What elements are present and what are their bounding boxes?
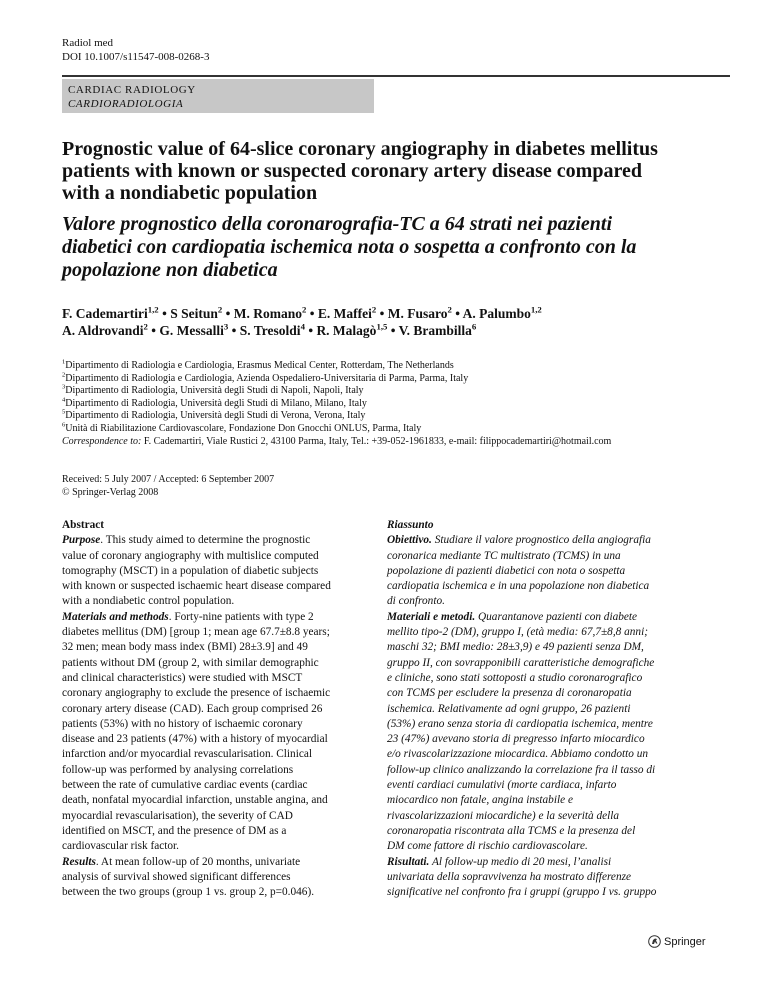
abstract-text: 23 (47%) avevano storia di pregresso infarto miocardico	[387, 733, 645, 746]
author-affiliation-marker: 1,2	[147, 304, 159, 315]
abstract-text: diabetes mellitus (DM) [group 1; mean age 67.7±8.8 years;	[62, 626, 330, 639]
author-separator: •	[147, 323, 160, 338]
abstract-line	[62, 549, 362, 564]
abstract-line	[387, 640, 727, 655]
title-en-line: with a nondiabetic population	[62, 182, 318, 204]
abstract-text: patients without DM (group 2, with similar demographic	[62, 656, 319, 669]
abstract-text: gruppo II, con sovrapponibili caratteristiche demografiche	[387, 656, 655, 669]
abstract-text: e cliniche, sono stati sottoposti a studio coronarografico	[387, 671, 643, 684]
author-name: A. Aldrovandi	[62, 323, 144, 338]
abstract-text: miocardico non fatale, angina instabile e	[387, 794, 573, 807]
header-rule	[62, 75, 730, 77]
section-en: CARDIAC RADIOLOGY	[68, 84, 196, 96]
title-it-line: diabetici con cardiopatia ischemica nota o sospetta a confronto con la	[62, 236, 637, 258]
riassunto-heading: Riassunto	[387, 519, 434, 531]
author-separator: •	[222, 306, 234, 321]
abstract-line	[62, 809, 362, 824]
abstract-line	[62, 870, 362, 885]
author-separator: •	[304, 323, 317, 338]
abstract-text: Al follow-up medio di 20 mesi, l’analisi	[429, 855, 612, 868]
abstract-subheading: Purpose	[62, 534, 101, 547]
abstract-text: eventi cardiaci cumulativi (morte cardiaca, infarto	[387, 779, 617, 792]
abstract-text: mellito tipo-2 (DM), gruppo I, (età media: 67,7±8,8 anni;	[387, 626, 648, 639]
author-name: V. Brambilla	[398, 323, 472, 338]
author-affiliation-marker: 2	[301, 304, 307, 315]
author-name: F. Cademartiri	[62, 306, 148, 321]
author-affiliation-marker: 2	[217, 304, 223, 315]
abstract-text: death, nonfatal myocardial infarction, unstable angina, and	[62, 794, 328, 807]
abstract-text: di confronto.	[387, 595, 445, 608]
author-affiliation-marker: 1,5	[376, 321, 388, 332]
affiliation: $^6$Unità di Riabilitazione Cardiovascolare, Fondazione Don Gnocchi ONLUS, Parma, Italy	[62, 421, 422, 434]
abstract-line	[62, 702, 362, 717]
author-separator: •	[451, 306, 463, 321]
abstract-line	[387, 594, 727, 609]
springer-horse-icon	[648, 935, 661, 948]
abstract-line	[387, 885, 727, 900]
abstract-line	[62, 594, 362, 609]
abstract-line	[387, 625, 727, 640]
abstract-english	[62, 518, 362, 900]
abstract-line	[387, 763, 727, 778]
abstract-text: . This study aimed to determine the prognostic	[100, 534, 311, 547]
journal-header	[62, 36, 209, 64]
abstract-text: tomography (MSCT) in a population of diabetic subjects	[62, 564, 319, 577]
abstract-text: e/o rivascolarizzazione miocardica. Abbiamo condotto un	[387, 748, 649, 761]
author-list	[62, 305, 730, 339]
affiliation: $^5$Dipartimento di Radiologia, Università degli Studi di Verona, Verona, Italy	[62, 409, 366, 422]
abstract-line	[62, 579, 362, 594]
copyright: © Springer-Verlag 2008	[62, 486, 159, 498]
author-name: S. Tresoldi	[239, 323, 301, 338]
abstract-line	[387, 778, 727, 793]
abstract-english-body	[62, 533, 362, 900]
abstract-text: popolazione di pazienti diabetici con nota o sospetta	[387, 564, 626, 577]
section-it: CARDIORADIOLOGIA	[68, 98, 184, 110]
abstract-text: (53%) erano senza storia di cardiopatia ischemica, mentre	[387, 717, 653, 730]
publication-dates	[62, 474, 274, 499]
abstract-text: rivascolarizzazioni miocardiche) e la severità della	[387, 809, 620, 822]
author-name: E. Maffei	[317, 306, 372, 321]
author-separator: •	[376, 306, 388, 321]
author-affiliation-marker: 2	[371, 304, 377, 315]
abstract-subheading: Risultati.	[387, 855, 430, 868]
abstract-text: maschi 32; BMI medio: 28±3,9) e 49 pazienti senza DM,	[387, 641, 644, 654]
author-affiliation-marker: 4	[300, 321, 305, 332]
abstract-text: DM come fattore di rischio cardiovascolare.	[387, 840, 588, 853]
abstract-line	[387, 717, 727, 732]
abstract-text: . Forty-nine patients with type 2	[168, 610, 314, 623]
author-affiliation-marker: 2	[143, 321, 148, 332]
abstract-heading: Abstract	[62, 519, 105, 531]
author-line-1	[62, 305, 730, 322]
abstract-subheading: Obiettivo.	[387, 534, 432, 547]
abstract-text: significative nel confronto fra i gruppi (gruppo I vs. gruppo	[387, 886, 657, 899]
abstract-text: identified on MSCT, and the presence of DM as a	[62, 824, 287, 837]
abstract-subheading: Results	[62, 855, 96, 868]
abstract-text: follow-up clinico analizzando la correlazione fra il tasso di	[387, 763, 656, 776]
abstract-text: analysis of survival showed significant differences	[62, 870, 291, 883]
springer-logo	[648, 935, 706, 948]
author-name: S Seitun	[170, 306, 218, 321]
abstract-line	[62, 610, 362, 625]
abstract-italian-body	[387, 533, 727, 900]
author-line-2	[62, 322, 730, 339]
abstract-text: cardiopatia ischemica e in una popolazione non diabetica	[387, 580, 650, 593]
abstract-text: cardiovascular risk factor.	[62, 840, 179, 853]
abstract-line	[387, 549, 727, 564]
author-name: R. Malagò	[316, 323, 377, 338]
abstract-italian	[387, 518, 727, 900]
abstract-line	[62, 824, 362, 839]
affiliation: $^2$Dipartimento di Radiologia e Cardiologia, Azienda Ospedaliero-Universitaria di Parma, Parma, Italy	[62, 371, 469, 384]
abstract-line	[387, 656, 727, 671]
affiliation: $^4$Dipartimento di Radiologia, Università degli Studi di Milano, Milano, Italy	[62, 396, 367, 409]
abstract-text: univariata della sopravvivenza ha mostrato differenze	[387, 870, 632, 883]
abstract-text: follow-up was performed by analysing correlations	[62, 763, 294, 776]
abstract-text: coronary angiography to exclude the presence of ischaemic	[62, 687, 331, 700]
abstract-text: coronaropatia riscontrata alla TCMS e la presenza del	[387, 824, 636, 837]
abstract-line	[62, 778, 362, 793]
abstract-line	[62, 686, 362, 701]
author-name: M. Romano	[233, 306, 302, 321]
abstract-line	[62, 717, 362, 732]
abstract-text: myocardial revascularisation), the severity of CAD	[62, 809, 293, 822]
abstract-line	[62, 855, 362, 870]
abstract-line	[62, 885, 362, 900]
springer-wordmark: Springer	[664, 935, 706, 948]
abstract-line	[62, 747, 362, 762]
abstract-line	[387, 610, 727, 625]
abstract-subheading: Materiali e metodi.	[387, 610, 476, 623]
abstract-text: between the two groups (group 1 vs. group 2, p=0.046).	[62, 886, 315, 899]
author-separator: •	[158, 306, 171, 321]
author-affiliation-marker: 2	[447, 304, 452, 315]
title-italian	[62, 213, 722, 282]
title-it-line: popolazione non diabetica	[62, 259, 278, 281]
abstract-line	[62, 564, 362, 579]
abstract-line	[387, 839, 727, 854]
abstract-line	[387, 564, 727, 579]
abstract-line	[62, 793, 362, 808]
abstract-line	[387, 702, 727, 717]
abstract-text: ischemica. Relativamente ad ogni gruppo, 26 pazienti	[387, 702, 631, 715]
abstract-line	[62, 763, 362, 778]
affiliations	[62, 360, 752, 448]
abstract-line	[387, 533, 727, 548]
received-accepted: Received: 5 July 2007 / Accepted: 6 September 2007	[62, 474, 275, 485]
abstract-line	[387, 809, 727, 824]
abstract-line	[387, 686, 727, 701]
author-affiliation-marker: 3	[223, 321, 229, 332]
abstract-text: value of coronary angiography with multislice computed	[62, 549, 319, 562]
abstract-line	[62, 671, 362, 686]
abstract-text: . At mean follow-up of 20 months, univariate	[95, 855, 301, 868]
abstract-line	[387, 855, 727, 870]
abstract-text: patients (53%) with no history of ischaemic coronary	[62, 717, 303, 730]
abstract-line	[62, 839, 362, 854]
abstract-text: with known or suspected ischaemic heart disease compared	[62, 580, 331, 593]
title-en-line: Prognostic value of 64-slice coronary angiography in diabetes mellitus	[62, 138, 658, 160]
correspondence-text: F. Cademartiri, Viale Rustici 2, 43100 Parma, Italy, Tel.: +39-052-1961833, e-mail: filippocademartiri@hotmail.com	[141, 435, 612, 447]
author-separator: •	[387, 323, 399, 338]
affiliation: $^1$Dipartimento di Radiologia e Cardiologia, Erasmus Medical Center, Rotterdam, The Netherlands	[62, 358, 454, 371]
author-name: M. Fusaro	[387, 306, 448, 321]
author-name: A. Palumbo	[462, 306, 531, 321]
abstract-line	[387, 870, 727, 885]
abstract-text: coronary artery disease (CAD). Each group comprised 26	[62, 702, 323, 715]
abstract-text: between the rate of cumulative cardiac events (cardiac	[62, 779, 308, 792]
author-separator: •	[228, 323, 240, 338]
title-it-line: Valore prognostico della coronarografia-TC a 64 strati nei pazienti	[62, 213, 613, 235]
abstract-text: and clinical characteristics) were studied with MSCT	[62, 671, 303, 684]
doi[interactable]: DOI 10.1007/s11547-008-0268-3	[62, 51, 210, 63]
abstract-text: Studiare il valore prognostico della angiografia	[431, 534, 651, 547]
correspondence-label: Correspondence to:	[62, 435, 142, 447]
author-affiliation-marker: 6	[471, 321, 477, 332]
abstract-text: coronarica mediante TC multistrato (TCMS) in una	[387, 549, 621, 562]
correspondence	[62, 436, 752, 449]
abstract-line	[62, 732, 362, 747]
author-name: G. Messalli	[159, 323, 224, 338]
author-affiliation-marker: 1,2	[530, 304, 542, 315]
abstract-line	[387, 747, 727, 762]
abstract-line	[387, 793, 727, 808]
abstract-text: with a nondiabetic control population.	[62, 595, 235, 608]
abstract-line	[387, 824, 727, 839]
abstract-line	[62, 640, 362, 655]
abstract-line	[62, 625, 362, 640]
section-band	[62, 79, 374, 113]
abstract-line	[387, 732, 727, 747]
abstract-line	[62, 656, 362, 671]
abstract-text: 32 men; mean body mass index (BMI) 28±3.9] and 49	[62, 641, 308, 654]
abstract-text: Quarantanove pazienti con diabete	[475, 610, 638, 623]
author-separator: •	[306, 306, 318, 321]
affiliation: $^3$Dipartimento di Radiologia, Università degli Studi di Napoli, Napoli, Italy	[62, 383, 364, 397]
abstract-line	[62, 533, 362, 548]
abstract-line	[387, 579, 727, 594]
abstract-subheading: Materials and methods	[62, 610, 169, 623]
abstract-text: disease and 23 patients (47%) with a history of myocardial	[62, 733, 328, 746]
title-en-line: patients with known or suspected coronary artery disease compared	[62, 160, 642, 182]
title-english	[62, 138, 722, 204]
abstract-text: infarction and/or myocardial revascularisation. Clinical	[62, 748, 313, 761]
abstract-text: con TCMS per escludere la presenza di coronaropatia	[387, 687, 632, 700]
journal-name: Radiol med	[62, 37, 114, 49]
abstract-line	[387, 671, 727, 686]
